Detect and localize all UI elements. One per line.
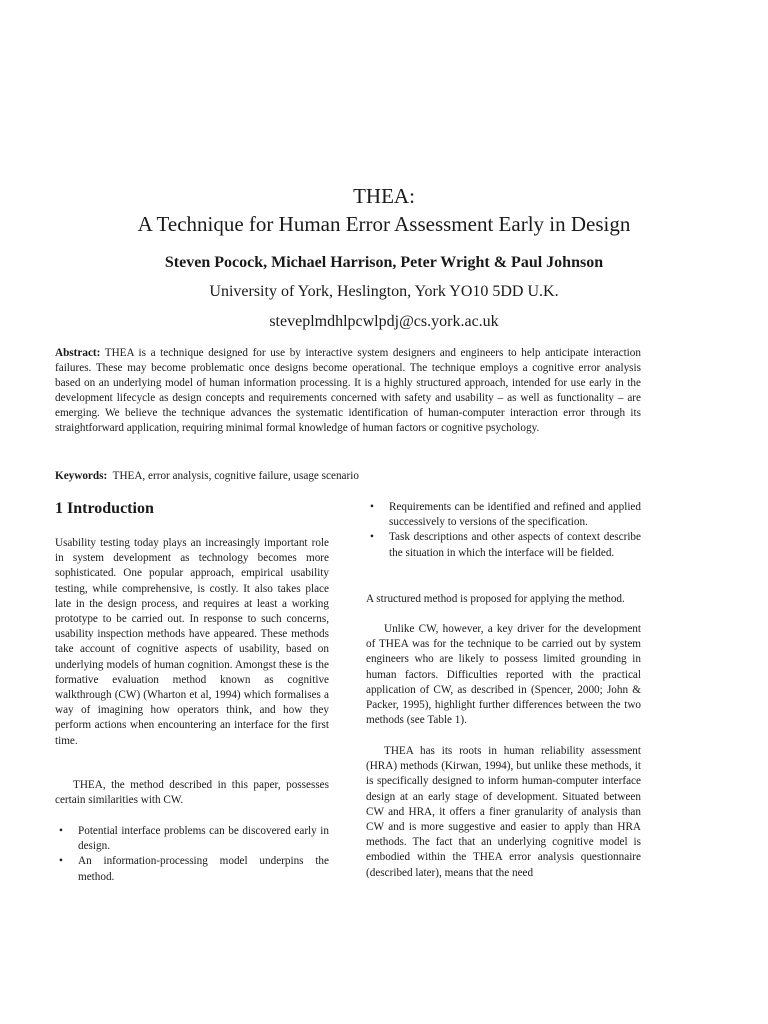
section-heading-introduction: 1 Introduction xyxy=(55,500,154,517)
authors: Steven Pocock, Michael Harrison, Peter Wright & Paul Johnson xyxy=(164,254,604,271)
list-item: • Task descriptions and other aspects of context describe the situation in which the interface will be fielded. xyxy=(370,531,641,559)
right-paragraph-3: THEA has its roots in human reliability assessment (HRA) methods (Kirwan, 1994), but unlike these methods, it is specifically designed to inform human-computer interface design at an early stage of development. Situated between CW and HRA, it offers a finer granularity of analysis than CW and is more suggestive and easier to apply than HRA methods. The fact that an underlying cognitive model is embodied within the THEA error analysis questionnaire (described later), means that the need xyxy=(366,745,641,879)
intro-paragraph-1: Usability testing today plays an increasingly important role in system development as technology becomes more sophisticated. One popular approach, empirical usability testing, while comprehensive, is costly. It also takes place late in the design process, and requires at least a working prototype to be carried out. In response to such concerns, usability inspection methods have appeared. These methods take account of cognitive aspects of usability, based on underlying models of human cognition. Amongst these is the formative evaluation method known as cognitive walkthrough (CW) (Wharton et al, 1994) which formalises a way of imagining how operators think, and how they perform actions when encountering an interface for the first time. xyxy=(55,537,329,747)
similarities-list-left xyxy=(55,824,329,885)
keywords xyxy=(55,469,641,484)
paper-title-line1: THEA: xyxy=(353,184,415,208)
keywords-text: THEA, error analysis, cognitive failure, usage scenario xyxy=(112,470,359,482)
bullet-icon: • xyxy=(370,531,374,544)
abstract-text: THEA is a technique designed for use by interactive system designers and engineers to help anticipate interaction failures. These may become problematic once designs become operational. The technique employs a cognitive error analysis based on an underlying model of human information processing. It is a highly structured approach, intended for use early in the development lifecycle as design concepts and requirements concerned with safety and usability – as well as functionality – are emerging. We believe the technique advances the systematic identification of human-computer interaction error through its straightforward application, requiring minimal formal knowledge of human factors or cognitive psychology. xyxy=(55,347,641,434)
bullet-icon: • xyxy=(59,855,63,868)
right-paragraph-2: Unlike CW, however, a key driver for the development of THEA was for the technique to be carried out by system engineers who are likely to possess limited grounding in human factors. Difficulties reported with the practical application of CW, as described in (Spencer, 2000; John & Packer, 1995), highlight further differences between the two methods (see Table 1). xyxy=(366,623,641,727)
list-item: • Requirements can be identified and refined and applied successively to versions of the specification. xyxy=(370,501,641,529)
email-address: steveplmdhlpcwlpdj@cs.york.ac.uk xyxy=(269,313,499,330)
list-item: • Potential interface problems can be discovered early in design. xyxy=(59,825,329,853)
similarities-list-right xyxy=(366,500,641,561)
intro-paragraph-2: THEA, the method described in this paper, possesses certain similarities with CW. xyxy=(55,779,329,807)
list-item: • An information-processing model underpins the method. xyxy=(59,855,329,883)
keywords-label: Keywords: xyxy=(55,470,108,482)
affiliation: University of York, Heslington, York YO10 5DD U.K. xyxy=(209,283,559,300)
abstract-label: Abstract: xyxy=(55,347,101,359)
bullet-icon: • xyxy=(370,501,374,513)
abstract xyxy=(55,346,641,436)
paper-title-line2: A Technique for Human Error Assessment Early in Design xyxy=(137,212,631,236)
right-paragraph-1: A structured method is proposed for applying the method. xyxy=(366,593,625,605)
bullet-icon: • xyxy=(59,825,63,837)
